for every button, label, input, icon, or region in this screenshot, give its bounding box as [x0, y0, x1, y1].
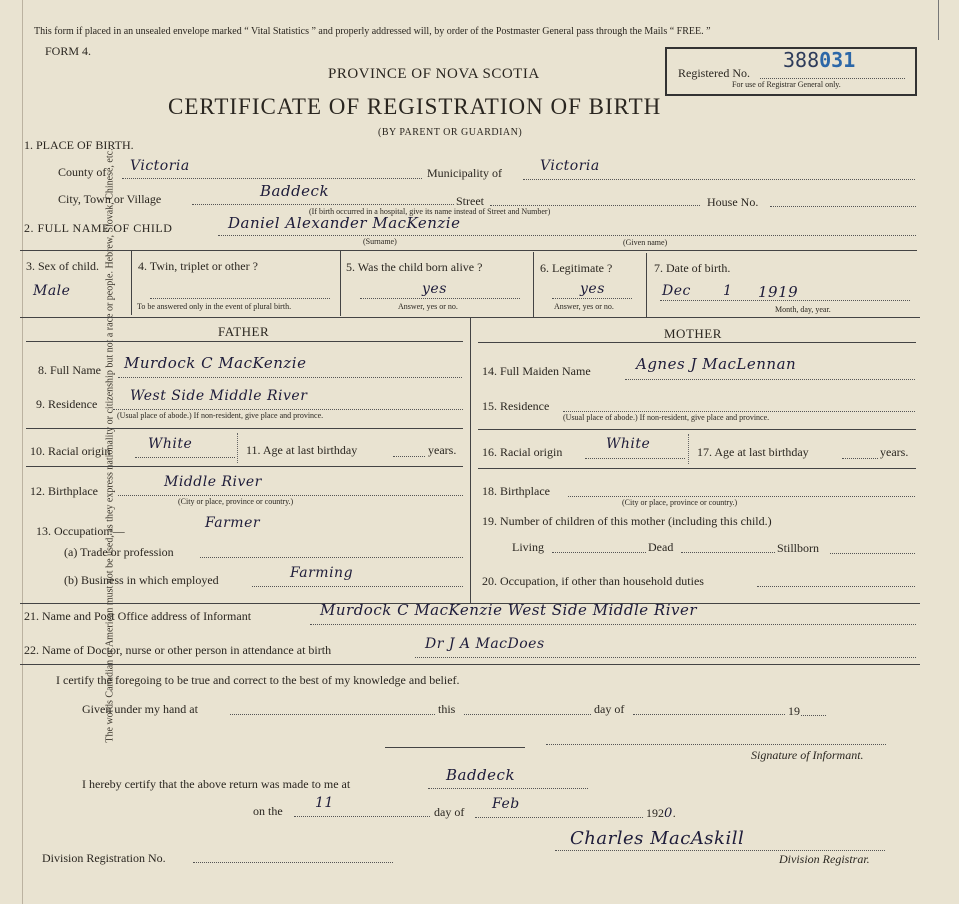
certificate-title: CERTIFICATE OF REGISTRATION OF BIRTH [168, 94, 662, 119]
child-name-label: 2. FULL NAME OF CHILD [24, 221, 173, 235]
dob-label: 7. Date of birth. [654, 261, 731, 275]
alive-note: Answer, yes or no. [398, 302, 458, 311]
street-label: Street [456, 194, 484, 208]
legitimate-label: 6. Legitimate ? [540, 261, 613, 275]
county-value: Victoria [130, 158, 190, 174]
trade-label: (a) Trade or profession [64, 545, 174, 559]
mother-name-label: 14. Full Maiden Name [482, 364, 591, 378]
informant-value: Murdock C MacKenzie West Side Middle River [320, 601, 698, 619]
form-number: FORM 4. [45, 44, 92, 58]
living-label: Living [512, 540, 544, 554]
business-value: Farming [290, 565, 354, 581]
postal-notice: This form if placed in an unsealed envelope marked “ Vital Statistics ” and properly addressed will, by order of the Postmaster General pass through the Mails “ FREE. ” [34, 26, 711, 37]
father-residence-label: 9. Residence [36, 397, 98, 411]
registration-day: 11 [315, 795, 334, 811]
business-label: (b) Business in which employed [64, 573, 219, 587]
dob-note: Month, day, year. [775, 305, 831, 314]
legitimate-note: Answer, yes or no. [554, 302, 614, 311]
dead-label: Dead [648, 540, 674, 554]
given-name-caption: (Given name) [623, 238, 668, 247]
mother-birthplace-note: (City or place, province or country.) [622, 498, 738, 507]
informant-label: 21. Name and Post Office address of Informant [24, 609, 252, 623]
given-under-label: Given under my hand at [82, 702, 198, 716]
mother-age-label: 17. Age at last birthday [697, 445, 809, 459]
father-race-value: White [148, 436, 193, 452]
father-name-label: 8. Full Name [38, 363, 101, 377]
division-registration-label: Division Registration No. [42, 851, 166, 865]
dob-year: 1919 [758, 283, 799, 301]
registration-month: Feb [492, 796, 520, 812]
dob-month: Dec [662, 283, 691, 299]
legitimate-value: yes [580, 281, 605, 297]
children-count-label: 19. Number of children of this mother (including this child.) [482, 514, 772, 528]
father-birthplace-note: (City or place, province or country.) [178, 497, 294, 506]
father-birthplace-value: Middle River [164, 474, 262, 490]
father-age-years: years. [428, 443, 457, 457]
registrar-signature: Charles MacAskill [570, 828, 745, 849]
margin-divider [22, 0, 23, 904]
twin-label: 4. Twin, triplet or other ? [138, 259, 258, 273]
city-value: Baddeck [260, 182, 330, 200]
sex-value: Male [33, 283, 71, 299]
day-of-label-2: day of [434, 805, 465, 819]
father-name-value: Murdock C MacKenzie [124, 354, 307, 372]
municipality-label: Municipality of [427, 166, 502, 180]
province-heading: PROVINCE OF NOVA SCOTIA [328, 66, 540, 82]
alive-value: yes [422, 281, 447, 297]
father-birthplace-label: 12. Birthplace [30, 484, 98, 498]
registration-place: Baddeck [446, 766, 516, 784]
child-name-value: Daniel Alexander MacKenzie [228, 214, 461, 232]
doctor-label: 22. Name of Doctor, nurse or other person in attendance at birth [24, 643, 332, 657]
municipality-value: Victoria [540, 158, 600, 174]
mother-birthplace-label: 18. Birthplace [482, 484, 550, 498]
county-label: County of [58, 165, 107, 179]
hospital-note: (If birth occurred in a hospital, give its name instead of Street and Number) [309, 207, 551, 216]
twin-note: To be answered only in the event of plural birth. [137, 302, 292, 311]
father-race-label: 10. Racial origin [30, 444, 111, 458]
house-label: House No. [707, 195, 759, 209]
registrar-caption: Division Registrar. [779, 852, 870, 866]
mother-race-value: White [606, 436, 651, 452]
city-label: City, Town or Village [58, 192, 162, 206]
mother-residence-note: (Usual place of abode.) If non-resident, give place and province. [563, 413, 770, 422]
certify-statement: I certify the foregoing to be true and correct to the best of my knowledge and belief. [56, 673, 460, 687]
mother-residence-label: 15. Residence [482, 399, 550, 413]
year-prefix-label: 19 [788, 704, 800, 718]
registration-number: 388031 [783, 48, 856, 72]
mother-age-years: years. [880, 445, 909, 459]
father-occupation-label: 13. Occupation:— [36, 524, 125, 538]
registered-label: Registered No. [678, 66, 750, 80]
certificate-subtitle: (BY PARENT OR GUARDIAN) [378, 127, 523, 138]
alive-label: 5. Was the child born alive ? [346, 260, 483, 274]
mother-occupation-label: 20. Occupation, if other than household duties [482, 574, 704, 588]
surname-caption: (Surname) [363, 237, 397, 246]
father-residence-note: (Usual place of abode.) If non-resident, give place and province. [117, 411, 324, 420]
informant-signature-caption: Signature of Informant. [751, 748, 864, 762]
father-residence-value: West Side Middle River [130, 388, 308, 404]
mother-race-label: 16. Racial origin [482, 445, 563, 459]
day-of-label: day of [594, 702, 625, 716]
father-occupation-value: Farmer [205, 515, 261, 531]
hereby-certify-label: I hereby certify that the above return was made to me at [82, 777, 351, 791]
stillborn-label: Stillborn [777, 541, 820, 555]
sex-label: 3. Sex of child. [26, 259, 99, 273]
mother-name-value: Agnes J MacLennan [636, 355, 797, 373]
place-of-birth-heading: 1. PLACE OF BIRTH. [24, 138, 134, 152]
dob-day: 1 [723, 283, 733, 299]
registration-note: For use of Registrar General only. [732, 80, 841, 89]
on-the-label: on the [253, 804, 283, 818]
corner-mark [938, 0, 939, 40]
doctor-value: Dr J A MacDoes [425, 636, 545, 652]
this-label: this [438, 702, 456, 716]
father-age-label: 11. Age at last birthday [246, 443, 358, 457]
margin-note: The words Canadian or American must not be used, as they express nationality or citizenship but not a race or people. Hebrew, Slovak, Chinese, etc. [104, 148, 116, 743]
father-header: FATHER [218, 324, 270, 339]
mother-header: MOTHER [664, 326, 722, 341]
registration-year: 1920. [646, 806, 676, 821]
